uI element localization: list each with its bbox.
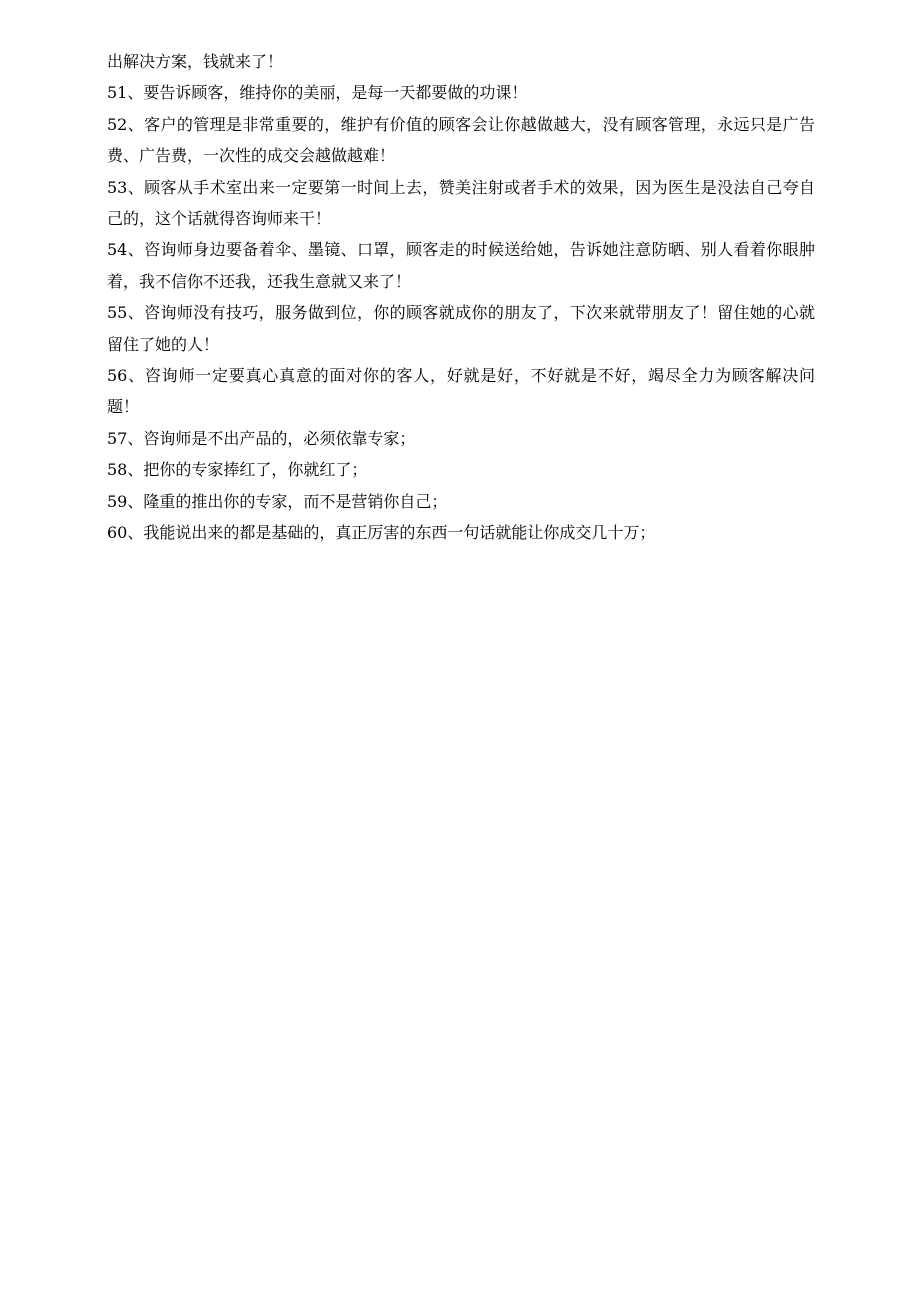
paragraph-item-58: 58、把你的专家捧红了，你就红了； [107, 460, 368, 480]
paragraph-item-60: 60、我能说出来的都是基础的，真正厉害的东西一句话就能让你成交几十万； [107, 523, 656, 543]
paragraph-item-51: 51、要告诉顾客，维持你的美丽，是每一天都要做的功课！ [107, 83, 528, 103]
paragraph-item-59: 59、隆重的推出你的专家，而不是营销你自己； [107, 491, 448, 511]
paragraph-item-56: 56、咨询师一定要真心真意的面对你的客人，好就是好，不好就是不好，竭尽全力为顾客解决问题！ [107, 366, 815, 417]
paragraph-continuation: 出解决方案，钱就来了！ [107, 52, 284, 71]
document-page [107, 46, 815, 549]
paragraph-item-55: 55、咨询师没有技巧，服务做到位，你的顾客就成你的朋友了，下次来就带朋友了！留住她的心就留住了她的人！ [107, 303, 815, 354]
paragraph-item-57: 57、咨询师是不出产品的，必须依靠专家； [107, 428, 416, 448]
paragraph-item-53: 53、顾客从手术室出来一定要第一时间上去，赞美注射或者手术的效果，因为医生是没法自己夸自己的，这个话就得咨询师来干！ [107, 177, 815, 229]
paragraph-item-54: 54、咨询师身边要备着伞、墨镜、口罩，顾客走的时候送给她，告诉她注意防晒、别人看着你眼肿着，我不信你不还我，还我生意就又来了！ [107, 240, 815, 291]
paragraph-item-52: 52、客户的管理是非常重要的，维护有价值的顾客会让你越做越大，没有顾客管理，永远只是广告费、广告费，一次性的成交会越做越难！ [107, 114, 815, 166]
